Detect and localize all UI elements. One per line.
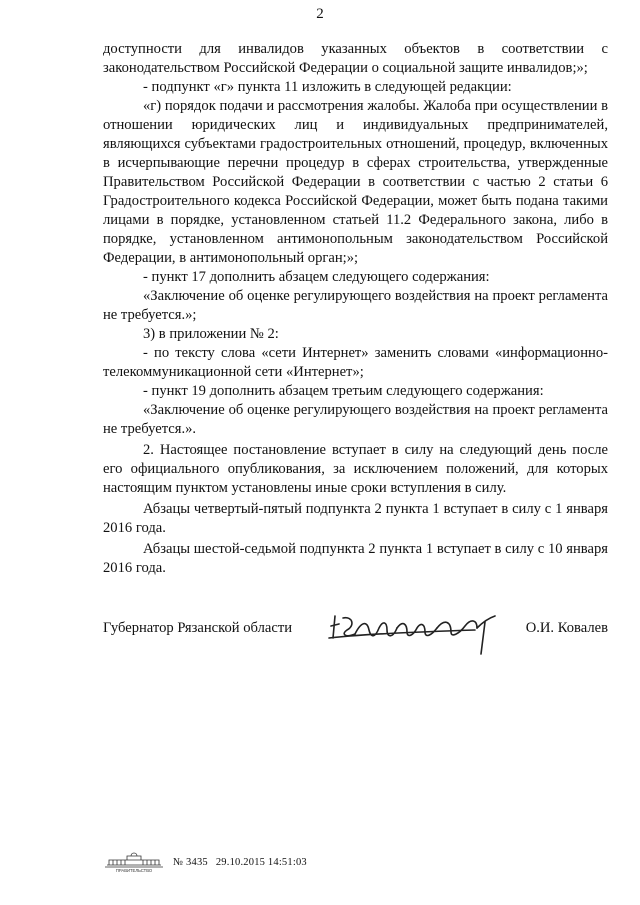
paragraph-12: Абзацы шестой-седьмой подпункта 2 пункта 1 вступает в силу с 10 января 2016 года. (103, 541, 608, 576)
paragraph-8: - пункт 19 дополнить абзацем третьим следующего содержания: (143, 383, 544, 399)
paragraph-10: 2. Настоящее постановление вступает в силу на следующий день после его официального опубликования, за исключением положений, для которых настоящим пунктом установлены иные сроки вступления в силу. (103, 442, 608, 496)
document-body (103, 40, 608, 578)
paragraph-6: 3) в приложении № 2: (143, 326, 279, 342)
paragraph-7: - по тексту слова «сети Интернет» заменить словами «информационно-телекоммуникационной сети «Интернет»; (103, 345, 608, 380)
registration-timestamp: 29.10.2015 14:51:03 (215, 856, 307, 868)
registration-number: № 3435 (173, 856, 208, 868)
registration-footer (103, 850, 307, 874)
paragraph-5: «Заключение об оценке регулирующего воздействия на проект регламента не требуется.»; (103, 288, 608, 323)
paragraph-3: «г) порядок подачи и рассмотрения жалобы. Жалоба при осуществлении в отношении юридических лиц и индивидуальных предпринимателей, являющихся субъектами градостроительных отношений, процедур, включенных в исчерпывающие перечни процедур в сферах строительства, утвержденные Правительством Российской Федерации в соответствии с частью 2 статьи 6 Градостроительного кодекса Российской Федерации, может быть подана такими лицами в порядке, установленном статьей 11.2 Федерального закона, либо в порядке, установленном антимонопольным законодательством Российской Федерации, в антимонопольный орган;»; (103, 98, 608, 266)
handwritten-signature (325, 604, 505, 664)
paragraph-4: - пункт 17 дополнить абзацем следующего содержания: (143, 269, 490, 285)
page-number: 2 (316, 6, 324, 22)
signatory-name: О.И. Ковалев (525, 620, 608, 636)
svg-text:ПРАВИТЕЛЬСТВО: ПРАВИТЕЛЬСТВО (115, 868, 153, 873)
signatory-title: Губернатор Рязанской области (103, 620, 293, 636)
paragraph-2: - подпункт «г» пункта 11 изложить в следующей редакции: (143, 79, 512, 95)
paragraph-9: «Заключение об оценке регулирующего воздействия на проект регламента не требуется.». (103, 402, 608, 437)
government-building-icon (103, 851, 165, 873)
signature-block (103, 614, 608, 664)
paragraph-11: Абзацы четвертый-пятый подпункта 2 пункта 1 вступает в силу с 1 января 2016 года. (103, 501, 608, 536)
paragraph-1: доступности для инвалидов указанных объектов в соответствии с законодательством Российской Федерации о социальной защите инвалидов;»; (103, 41, 608, 76)
